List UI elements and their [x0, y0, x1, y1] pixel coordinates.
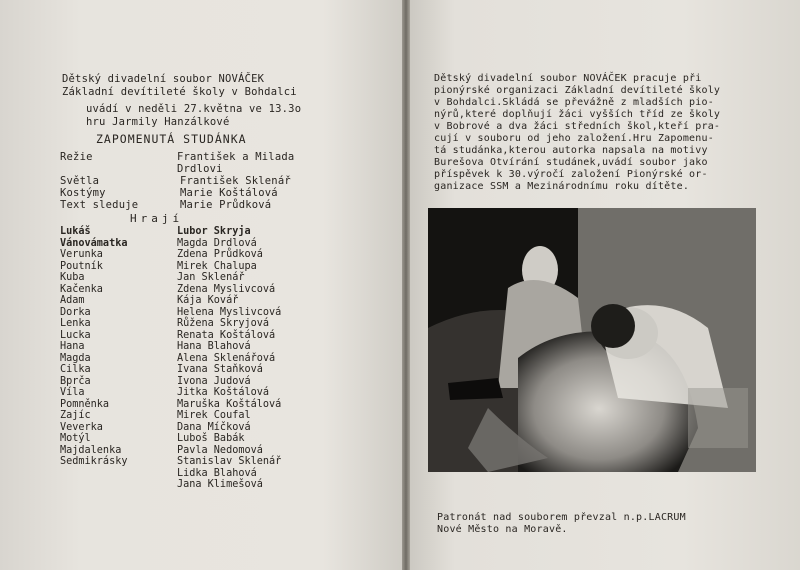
cast-actor: Mirek Chalupa — [177, 260, 257, 272]
cast-actor: Mirek Coufal — [177, 410, 251, 421]
cast-role: Sedmikrásky — [60, 456, 128, 467]
cast-actor: Stanislav Sklenář — [177, 456, 282, 467]
cast-actor: Dana Míčková — [177, 421, 251, 433]
intro-line-4: hru Jarmily Hanzálkové — [86, 116, 230, 128]
cast-actor: Lubor Skryja — [177, 226, 251, 237]
cast-role: Dorka — [60, 306, 91, 318]
cast-role: Kuba — [60, 272, 85, 283]
crew-role: Text sleduje — [60, 199, 139, 211]
crew-name: Marie Průdková — [180, 199, 272, 211]
cast-actor: Luboš Babák — [177, 433, 245, 444]
crew-name: Drdlovi — [177, 163, 223, 175]
cast-roles-column — [60, 226, 127, 468]
cast-actor: Ivana Staňková — [177, 364, 263, 375]
cast-actor: Růžena Skryjová — [177, 318, 270, 329]
crew-name: František Sklenář — [180, 175, 291, 187]
paragraph-line: tá studánka,kterou autorka napsala na motivy — [434, 145, 708, 156]
cast-actor: Maruška Koštálová — [177, 398, 282, 410]
cast-role: Lenka — [60, 318, 91, 329]
crew-name: František a Milada — [177, 151, 295, 163]
paragraph-line: v Bobrové a dva žáci středních škol,kteří pra- — [434, 121, 721, 132]
stage-photo-image — [428, 208, 756, 472]
crew-role: Kostýmy — [60, 187, 106, 199]
cast-role: Adam — [60, 295, 85, 306]
cast-role: Lukáš — [60, 226, 91, 237]
cast-role: Motýl — [60, 433, 91, 444]
intro-line-1: Dětský divadelní soubor NOVÁČEK — [62, 73, 265, 85]
cast-role: Cilka — [60, 364, 91, 375]
paragraph-line: Dětský divadelní soubor NOVÁČEK pracuje při — [434, 73, 702, 84]
paragraph-line: Burešova Otvírání studánek,uvádí soubor jako — [434, 157, 708, 168]
cast-actor: Zdena Myslivcová — [177, 283, 276, 295]
crew-role: Režie — [60, 151, 93, 163]
cast-role: Veverka — [60, 421, 103, 433]
cast-heading: Hrají — [130, 212, 184, 225]
cast-actor: Jan Sklenář — [177, 272, 245, 283]
cast-role: Hana — [60, 341, 85, 352]
cast-role: Pomněnka — [60, 398, 110, 410]
cast-role: Bprča — [60, 375, 91, 387]
cast-actor: Hana Blahová — [177, 341, 251, 352]
cast-actor: Magda Drdlová — [177, 237, 257, 249]
intro-line-2: Základní devítileté školy v Bohdalci — [62, 86, 297, 98]
cast-actor: Alena Sklenářová — [177, 352, 276, 364]
play-title: ZAPOMENUTÁ STUDÁNKA — [96, 132, 247, 146]
caption-line: Nové Město na Moravě. — [437, 524, 568, 535]
cast-actor: Pavla Nedomová — [177, 444, 263, 456]
cast-actor: Helena Myslivcová — [177, 306, 282, 318]
cast-role: Poutník — [60, 260, 103, 272]
paragraph-line: příspěvek k 30.výročí založení Pionýrské or- — [434, 169, 708, 180]
cast-role: Zajíc — [60, 410, 91, 421]
book-spine — [402, 0, 410, 570]
cast-role: Lucka — [60, 329, 91, 341]
cast-role: Kačenka — [60, 283, 103, 295]
stage-photo — [428, 208, 756, 472]
crew-role: Světla — [60, 175, 100, 187]
cast-actor: Lidka Blahová — [177, 467, 257, 479]
cast-role: Vánovámatka — [60, 237, 128, 249]
cast-actor: Ivona Judová — [177, 375, 251, 387]
cast-role: Víla — [60, 387, 85, 398]
intro-line-3: uvádí v neděli 27.května ve 13.3o — [86, 103, 302, 115]
paragraph-line: cují v souboru od jeho založení.Hru Zapomenu- — [434, 133, 714, 144]
caption-line: Patronát nad souborem převzal n.p.LACRUM — [437, 512, 686, 523]
paragraph-line: v Bohdalci.Skládá se převážně z mladších pio- — [434, 97, 714, 108]
cast-role: Magda — [60, 352, 91, 364]
cast-actor: Zdena Průdková — [177, 249, 263, 260]
paragraph-line: pionýrské organizaci Základní devítileté školy — [434, 85, 721, 96]
cast-role: Majdalenka — [60, 444, 122, 456]
crew-name: Marie Koštálová — [180, 187, 278, 199]
cast-actor: Kája Kovář — [177, 295, 239, 306]
cast-actors-column — [177, 226, 281, 491]
cast-role: Verunka — [60, 249, 103, 260]
cast-actor: Renata Koštálová — [177, 329, 276, 341]
paragraph-line: ganizace SSM a Mezinárodnímu roku dítěte. — [434, 181, 690, 192]
paragraph-line: nýrů,které doplňují žáci vyšších tříd ze školy — [434, 109, 721, 120]
cast-actor: Jana Klimešová — [177, 479, 263, 490]
cast-actor: Jitka Koštálová — [177, 387, 270, 398]
